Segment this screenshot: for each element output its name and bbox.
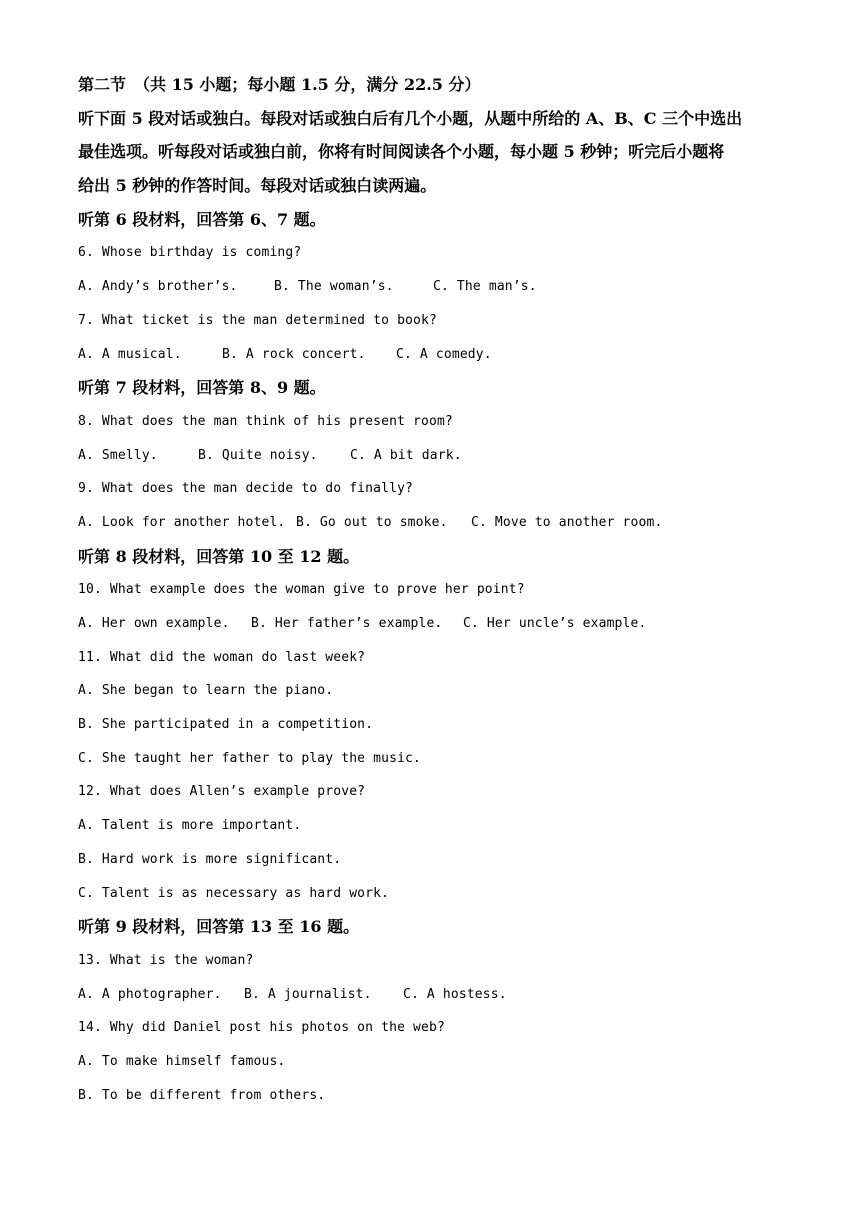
question-stem: 8. What does the man think of his present room? <box>78 413 453 429</box>
option-b: B. To be different from others. <box>78 1087 326 1103</box>
options-row <box>78 439 798 473</box>
option-c: C. Her uncle’s example. <box>463 616 647 631</box>
option-a: A. She began to learn the piano. <box>78 683 334 699</box>
exam-page <box>78 68 798 1112</box>
section-title: 第二节 （共 15 小题；每小题 1.5 分，满分 22.5 分） <box>78 75 481 94</box>
option-a: A. Look for another hotel. <box>78 514 286 530</box>
question-stem: 7. What ticket is the man determined to book? <box>78 312 437 328</box>
options-row <box>78 607 798 641</box>
option-b: B. Go out to smoke. <box>296 514 448 530</box>
option-c: C. The man’s. <box>433 279 537 295</box>
instructions-line-3: 给出 5 秒钟的作答时间。每段对话或独白读两遍。 <box>78 176 437 196</box>
option-a: A. A musical. <box>78 346 182 362</box>
options-row <box>78 270 798 304</box>
option-b: B. A journalist. <box>244 986 372 1002</box>
material-heading: 听第 7 段材料，回答第 8、9 题。 <box>78 378 326 398</box>
material-heading: 听第 9 段材料，回答第 13 至 16 题。 <box>78 917 360 937</box>
question-stem: 13. What is the woman? <box>78 952 254 968</box>
question-stem: 12. What does Allen’s example prove? <box>78 784 366 800</box>
options-row <box>78 506 798 540</box>
option-a: A. Her own example. <box>78 616 230 631</box>
option-a: A. Talent is more important. <box>78 818 302 834</box>
option-a: A. To make himself famous. <box>78 1053 286 1069</box>
question-stem: 11. What did the woman do last week? <box>78 649 366 665</box>
option-b: B. Her father’s example. <box>251 616 443 631</box>
option-c: C. A comedy. <box>396 346 492 362</box>
material-heading: 听第 8 段材料，回答第 10 至 12 题。 <box>78 546 360 566</box>
material-heading: 听第 6 段材料，回答第 6、7 题。 <box>78 209 326 229</box>
option-c: C. Talent is as necessary as hard work. <box>78 885 390 901</box>
option-b: B. Hard work is more significant. <box>78 851 342 867</box>
option-a: A. Smelly. <box>78 447 158 463</box>
option-b: B. She participated in a competition. <box>78 717 374 733</box>
question-stem: 9. What does the man decide to do finally? <box>78 481 414 497</box>
option-b: B. The woman’s. <box>274 279 394 295</box>
options-row <box>78 978 798 1012</box>
option-b: B. A rock concert. <box>222 346 366 362</box>
instructions-line-1: 听下面 5 段对话或独白。每段对话或独白后有几个小题，从题中所给的 A、B、C 三个中选出 <box>78 108 743 128</box>
option-c: C. Move to another room. <box>471 514 663 530</box>
question-stem: 14. Why did Daniel post his photos on the web? <box>78 1020 445 1036</box>
option-a: A. Andy’s brother’s. <box>78 279 238 295</box>
option-c: C. A bit dark. <box>350 447 462 463</box>
option-c: C. A hostess. <box>403 986 507 1002</box>
question-stem: 10. What example does the woman give to prove her point? <box>78 582 525 598</box>
option-c: C. She taught her father to play the music. <box>78 750 421 766</box>
instructions-line-2: 最佳选项。听每段对话或独白前，你将有时间阅读各个小题，每小题 5 秒钟；听完后小题将 <box>78 142 725 162</box>
option-a: A. A photographer. <box>78 986 222 1002</box>
question-stem: 6. Whose birthday is coming? <box>78 245 302 261</box>
option-b: B. Quite noisy. <box>198 447 318 463</box>
options-row <box>78 338 798 372</box>
